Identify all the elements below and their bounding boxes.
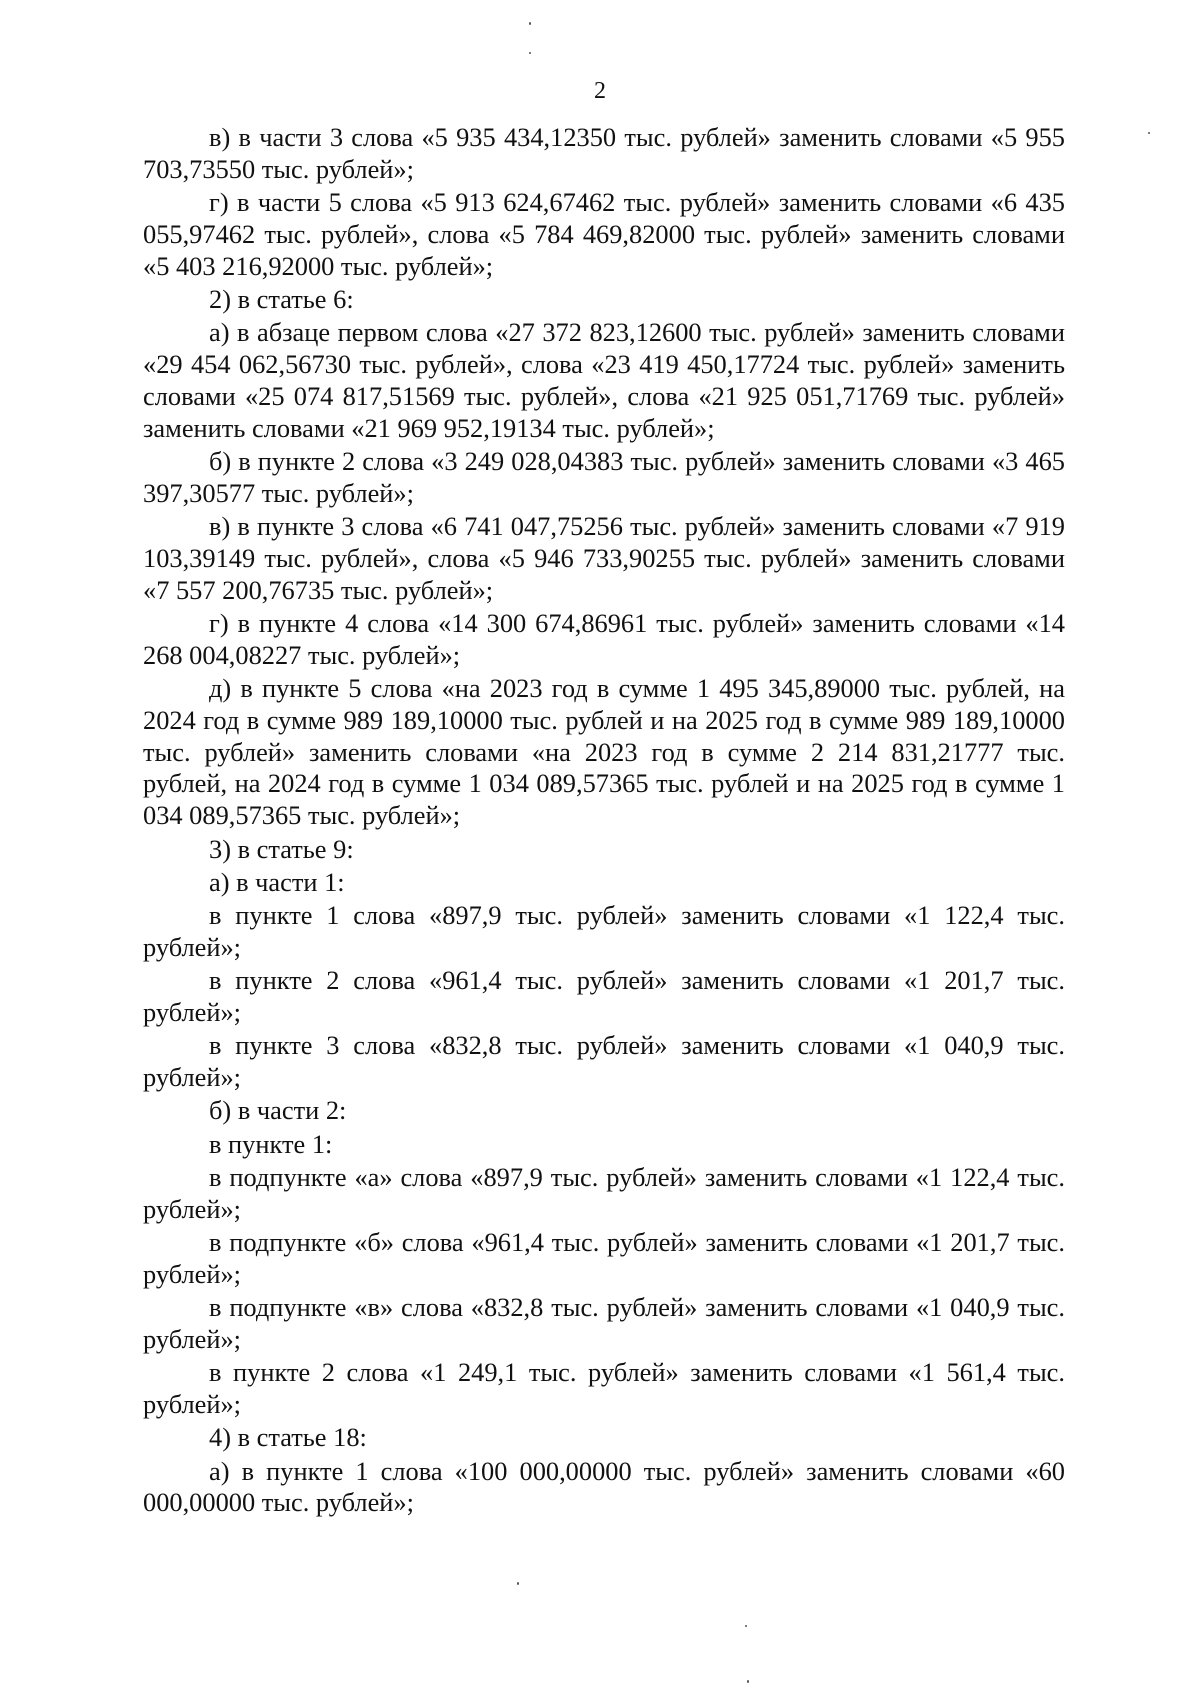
document-body (143, 122, 1065, 1521)
scan-speck (747, 1680, 749, 1683)
page-number: 2 (594, 78, 606, 104)
paragraph: б) в части 2: (209, 1095, 347, 1126)
paragraph: в пункте 1: (209, 1128, 333, 1159)
scan-speck (529, 52, 531, 54)
scan-speck (517, 1582, 519, 1585)
paragraph: г) в пункте 4 слова «14 300 674,86961 тыс. рублей» заменить словами «14 268 004,08227 тыс. рублей»; (143, 607, 1065, 670)
paragraph: в подпункте «а» слова «897,9 тыс. рублей» заменить словами «1 122,4 тыс. рублей»; (143, 1162, 1065, 1224)
paragraph: г) в части 5 слова «5 913 624,67462 тыс. рублей» заменить словами «6 435 055,97462 тыс. рублей», слова «5 784 469,82000 тыс. рублей» заменить словами «5 403 216,92000 тыс. рублей»; (143, 187, 1065, 281)
paragraph: в пункте 3 слова «832,8 тыс. рублей» заменить словами «1 040,9 тыс. рублей»; (143, 1030, 1065, 1093)
paragraph: в пункте 2 слова «1 249,1 тыс. рублей» заменить словами «1 561,4 тыс. рублей»; (143, 1357, 1065, 1420)
paragraph: д) в пункте 5 слова «на 2023 год в сумме 1 495 345,89000 тыс. рублей, на 2024 год в сумме 989 189,10000 тыс. рублей и на 2025 год в сумме 989 189,10000 тыс. рублей» заменить словами «на 2023 год в сумме 2 214 831,21777 тыс. рублей, на 2024 год в сумме 1 034 089,57365 тыс. рублей и на 2025 год в сумме 1 034 089,57365 тыс. рублей»; (143, 673, 1065, 831)
paragraph: в пункте 1 слова «897,9 тыс. рублей» заменить словами «1 122,4 тыс. рублей»; (143, 900, 1065, 962)
paragraph: 2) в статье 6: (209, 283, 354, 314)
paragraph: б) в пункте 2 слова «3 249 028,04383 тыс. рублей» заменить словами «3 465 397,30577 тыс. рублей»; (143, 445, 1065, 508)
paragraph: а) в части 1: (209, 866, 345, 897)
paragraph: в) в пункте 3 слова «6 741 047,75256 тыс. рублей» заменить словами «7 919 103,39149 тыс. рублей», слова «5 946 733,90255 тыс. рублей» заменить словами «7 557 200,76735 тыс. рублей»; (143, 511, 1065, 605)
scan-speck (529, 22, 531, 25)
scan-speck (745, 1625, 747, 1627)
paragraph: в подпункте «б» слова «961,4 тыс. рублей» заменить словами «1 201,7 тыс. рублей»; (143, 1227, 1065, 1289)
paragraph: 3) в статье 9: (209, 833, 354, 864)
paragraph: а) в абзаце первом слова «27 372 823,12600 тыс. рублей» заменить словами «29 454 062,56730 тыс. рублей», слова «23 419 450,17724 тыс. рублей» заменить словами «25 074 817,51569 тыс. рублей», слова «21 925 051,71769 тыс. рублей» заменить словами «21 969 952,19134 тыс. рублей»; (143, 317, 1065, 443)
paragraph: а) в пункте 1 слова «100 000,00000 тыс. рублей» заменить словами «60 000,00000 тыс. рублей»; (143, 1455, 1065, 1518)
paragraph: в пункте 2 слова «961,4 тыс. рублей» заменить словами «1 201,7 тыс. рублей»; (143, 965, 1065, 1028)
paragraph: в) в части 3 слова «5 935 434,12350 тыс. рублей» заменить словами «5 955 703,73550 тыс. рублей»; (143, 122, 1065, 184)
paragraph: в подпункте «в» слова «832,8 тыс. рублей» заменить словами «1 040,9 тыс. рублей»; (143, 1292, 1065, 1354)
paragraph: 4) в статье 18: (209, 1422, 367, 1453)
scan-speck (1148, 132, 1150, 134)
